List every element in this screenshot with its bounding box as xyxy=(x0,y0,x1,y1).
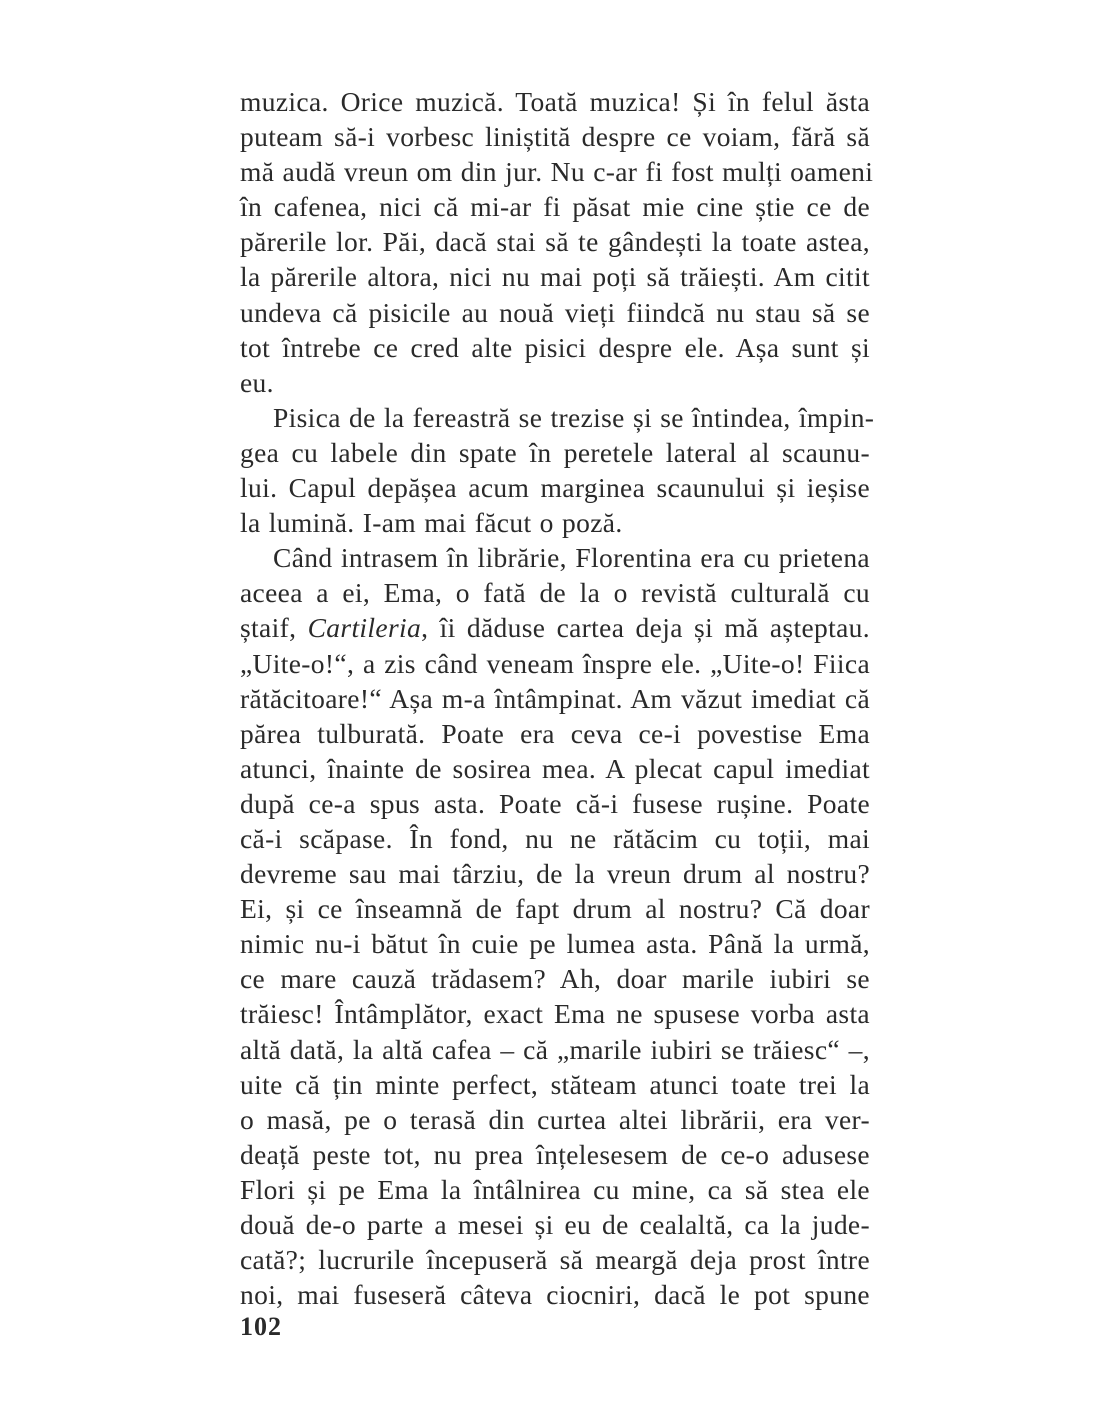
text-line: lui. Capul depășea acum marginea scaunului și ieșise xyxy=(240,472,870,504)
text-line: Când intrasem în librărie, Florentina era cu prietena xyxy=(273,542,870,574)
text-line: o masă, pe o terasă din curtea altei librării, era ver- xyxy=(240,1103,870,1135)
text-line: la părerile altora, nici nu mai poți să trăiești. Am citit xyxy=(240,261,870,293)
text-line: Ei, și ce înseamnă de fapt drum al nostru? Că doar xyxy=(240,893,870,925)
page-number: 102 xyxy=(240,1312,282,1341)
text-line: rătăcitoare!“ Așa m-a întâmpinat. Am văzut imediat că xyxy=(240,682,870,714)
text-line: uite că țin minte perfect, stăteam atunci toate trei la xyxy=(240,1068,870,1100)
text-line: devreme sau mai târziu, de la vreun drum al nostru? xyxy=(240,858,870,890)
text-line: trăiesc! Întâmplător, exact Ema ne spusese vorba asta xyxy=(240,998,870,1030)
text-line: nimic nu-i bătut în cuie pe lumea asta. Până la urmă, xyxy=(240,928,870,960)
text-line: la lumină. I-am mai făcut o poză. xyxy=(240,507,623,539)
text-line xyxy=(240,610,870,645)
text-line: deață peste tot, nu prea înțelesesem de ce-o adusese xyxy=(240,1138,870,1170)
text-line: undeva că pisicile au nouă vieți fiindcă nu stau să se xyxy=(240,296,870,328)
text-line: Pisica de la fereastră se trezise și se întindea, împin- xyxy=(273,401,875,433)
text-span: , îi dăduse cartea deja și mă așteptau. xyxy=(421,612,870,644)
text-line: părea tulburată. Poate era ceva ce-i povestise Ema xyxy=(240,717,870,749)
text-line: cată?; lucrurile începuseră să meargă deja prost între xyxy=(240,1244,870,1276)
text-line: ce mare cauză trădasem? Ah, doar marile iubiri se xyxy=(240,963,870,995)
text-line: două de-o parte a mesei și eu de cealaltă, ca la jude- xyxy=(240,1209,870,1240)
text-line: altă dată, la altă cafea – că „marile iubiri se trăiesc“ –, xyxy=(240,1033,870,1065)
text-line: noi, mai fuseseră câteva ciocniri, dacă le pot spune xyxy=(240,1279,870,1311)
text-line: puteam să-i vorbesc liniștită despre ce voiam, fără să xyxy=(240,121,870,153)
text-line: aceea a ei, Ema, o fată de la o revistă culturală cu xyxy=(240,577,870,609)
text-line: după ce-a spus asta. Poate că-i fusese rușine. Poate xyxy=(240,787,870,819)
text-line: „Uite-o!“, a zis când veneam înspre ele. „Uite-o! Fiica xyxy=(240,647,870,679)
text-line: gea cu labele din spate în peretele lateral al scaunu- xyxy=(240,436,870,468)
page-body-text xyxy=(240,84,875,1312)
text-line: Flori și pe Ema la întâlnirea cu mine, ca să stea ele xyxy=(240,1173,870,1205)
text-line: eu. xyxy=(240,366,274,398)
text-line: că-i scăpase. În fond, nu ne rătăcim cu toții, mai xyxy=(240,822,870,854)
magazine-title: Cartileria xyxy=(307,612,422,644)
text-line: tot întrebe ce cred alte pisici despre ele. Așa sunt și xyxy=(240,331,870,363)
text-line: atunci, înainte de sosirea mea. A plecat capul imediat xyxy=(240,752,870,784)
text-span: ștaif, xyxy=(240,612,308,644)
text-line: părerile lor. Păi, dacă stai să te gândești la toate astea, xyxy=(240,226,870,258)
text-line: muzica. Orice muzică. Toată muzica! Și în felul ăsta xyxy=(240,86,870,117)
text-line: mă audă vreun om din jur. Nu c-ar fi fost mulți oameni xyxy=(240,156,874,188)
text-line: în cafenea, nici că mi-ar fi păsat mie cine știe ce de xyxy=(240,191,870,223)
